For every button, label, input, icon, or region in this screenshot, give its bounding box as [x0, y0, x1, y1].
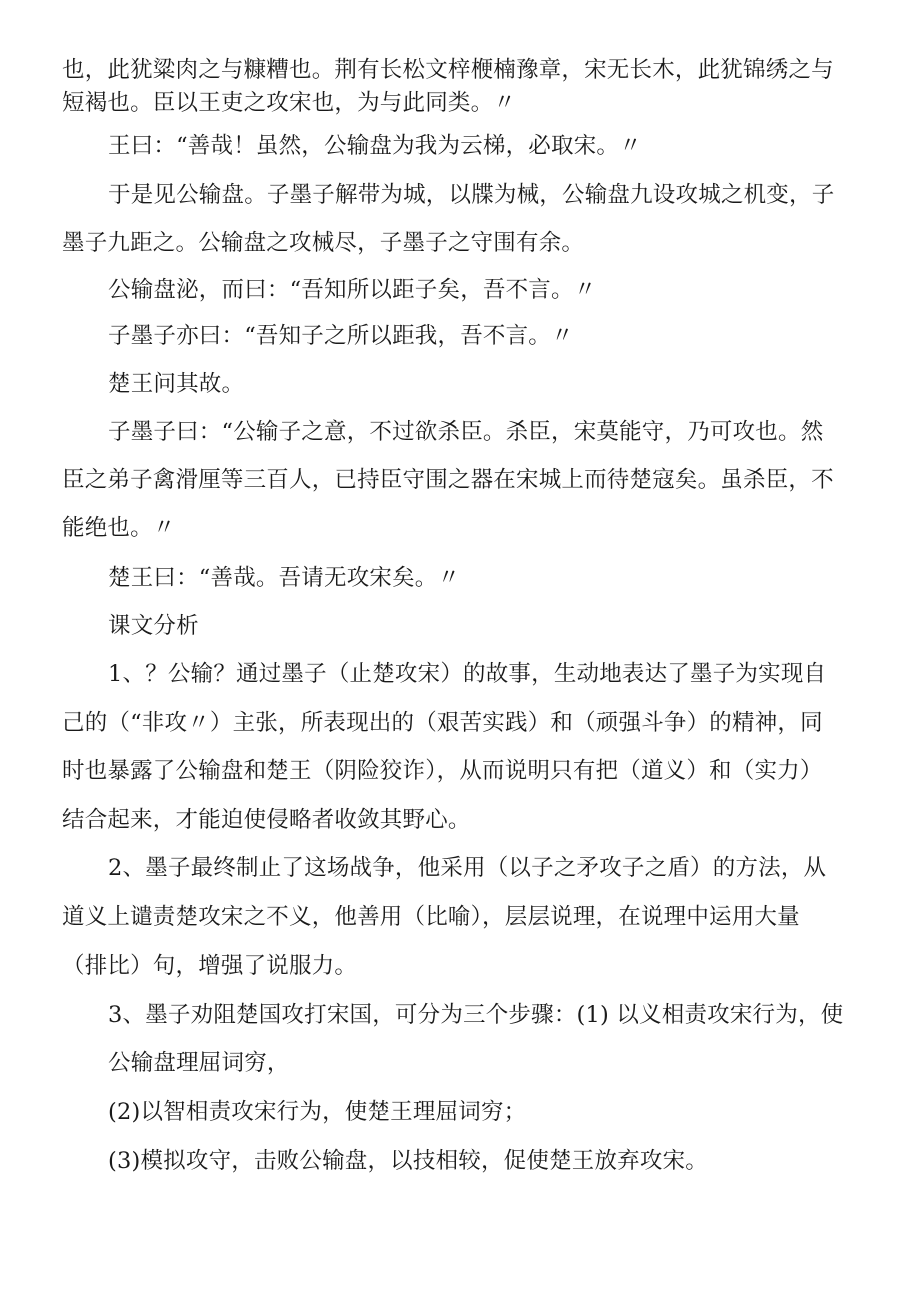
text-line: 3、墨子劝阻楚国攻打宋国，可分为三个步骤：(1) 以义相责攻宋行为，使	[108, 1002, 844, 1028]
text-line: 道义上谴责楚攻宋之不义，他善用（比喻），层层说理，在说理中运用大量	[62, 904, 800, 930]
text-line: （排比）句，增强了说服力。	[62, 953, 358, 979]
text-line: (2)以智相责攻宋行为，使楚王理屈词穷；	[108, 1099, 527, 1125]
text-line: 于是见公输盘。子墨子解带为城，以牒为械，公输盘九设攻城之机变，子	[108, 182, 835, 208]
text-line: 时也暴露了公输盘和楚王（阴险狡诈），从而说明只有把（道义）和（实力）	[62, 758, 823, 784]
text-line: 结合起来，才能迫使侵略者收敛其野心。	[62, 807, 471, 833]
text-line: 子墨子亦曰：“吾知子之所以距我，吾不言。〃	[108, 323, 574, 349]
text-line: 墨子九距之。公输盘之攻械尽，子墨子之守围有余。	[62, 230, 585, 256]
text-line: 己的（“非攻〃）主张，所表现出的（艰苦实践）和（顽强斗争）的精神，同	[62, 710, 823, 736]
text-line: 能绝也。〃	[62, 515, 176, 541]
text-line: 公输盘理屈词穷，	[108, 1050, 290, 1076]
text-line: 公输盘泌，而曰：“吾知所以距子矣，吾不言。〃	[108, 277, 597, 303]
text-line: 子墨子曰：“公输子之意，不过欲杀臣。杀臣，宋莫能守，乃可攻也。然	[108, 419, 824, 445]
text-line: 王曰：“善哉！虽然，公输盘为我为云梯，必取宋。〃	[108, 133, 642, 159]
text-line: 短褐也。臣以王吏之攻宋也，为与此同类。〃	[62, 90, 517, 116]
section-heading: 课文分析	[108, 613, 199, 639]
text-line: 楚王曰：“善哉。吾请无攻宋矣。〃	[108, 565, 461, 591]
text-line: (3)模拟攻守，击败公输盘，以技相较，促使楚王放弃攻宋。	[108, 1148, 708, 1174]
text-line: 1、？公输？通过墨子（止楚攻宋）的故事，生动地表达了墨子为实现自	[108, 661, 827, 687]
text-line: 也，此犹粱肉之与糠糟也。荆有长松文梓楩楠豫章，宋无长木，此犹锦绣之与	[62, 57, 834, 83]
text-line: 楚王问其故。	[108, 371, 245, 397]
text-line: 臣之弟子禽滑厘等三百人，已持臣守围之器在宋城上而待楚寇矣。虽杀臣，不	[62, 467, 834, 493]
text-line: 2、墨子最终制止了这场战争，他采用（以子之矛攻子之盾）的方法，从	[108, 855, 827, 881]
